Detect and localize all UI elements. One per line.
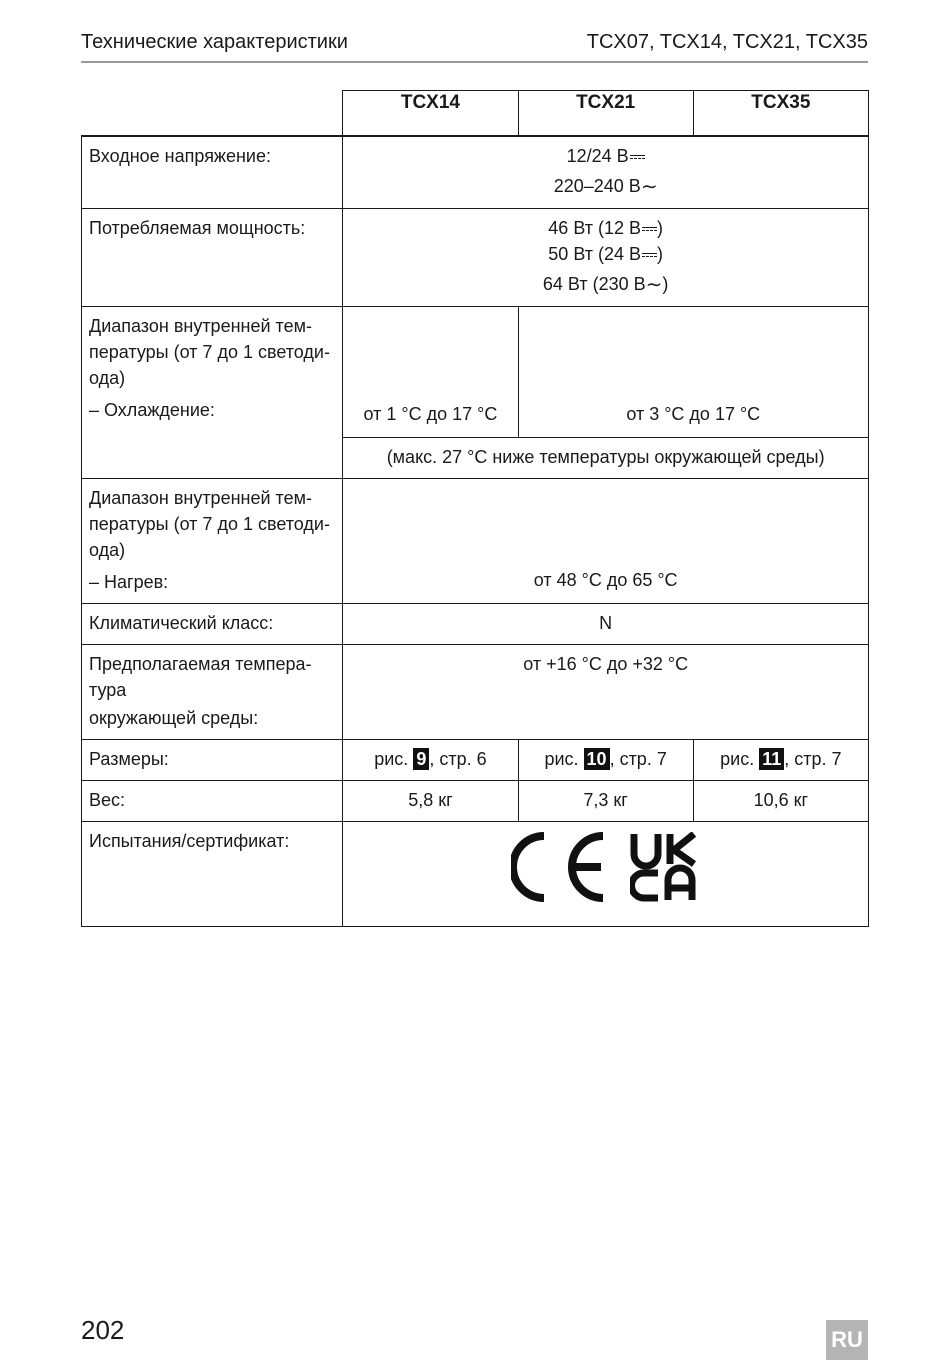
heating-sub-label: – Нагрев: xyxy=(89,572,169,592)
table-row-dimensions xyxy=(82,740,869,781)
figure-number-badge: 10 xyxy=(584,748,610,770)
row-label-certification: Испытания/сертификат: xyxy=(82,822,343,927)
header-models-title: TCX07, TCX14, TCX21, TCX35 xyxy=(586,31,868,53)
figure-page: , стр. 7 xyxy=(784,749,842,769)
power-ac230: 64 Вт (230 В xyxy=(542,274,646,294)
weight-tcx21: 7,3 кг xyxy=(518,781,693,822)
ukca-mark-icon xyxy=(630,832,700,902)
heating-range-label: Диапазон внутренней тем-пературы (от 7 до 1 светоди-ода) xyxy=(89,488,330,560)
figure-prefix: рис. xyxy=(720,749,755,769)
cooling-tcx14: от 1 °C до 17 °C xyxy=(343,307,518,438)
row-label-power: Потребляемая мощность: xyxy=(82,209,343,307)
ambient-label-line2: окружающей среды: xyxy=(89,708,259,728)
input-voltage-dc: 12/24 В xyxy=(566,146,629,166)
table-row-power xyxy=(82,209,869,307)
table-corner-cell xyxy=(82,91,343,137)
certification-logos xyxy=(343,832,868,902)
header-divider xyxy=(81,61,868,63)
specifications-table xyxy=(81,90,869,927)
heating-value: от 48 °C до 65 °C xyxy=(343,479,869,604)
table-row-input-voltage xyxy=(82,136,869,209)
dimensions-tcx35 xyxy=(693,740,868,781)
figure-number-badge: 9 xyxy=(413,748,429,770)
table-row-climate-class xyxy=(82,604,869,645)
ce-mark-icon xyxy=(511,832,611,902)
table-row-certification xyxy=(82,822,869,927)
row-label-heating xyxy=(82,479,343,604)
dc-symbol-icon xyxy=(630,153,645,161)
row-label-ambient xyxy=(82,645,343,740)
figure-page: , стр. 6 xyxy=(429,749,487,769)
ac-symbol-icon: ∼ xyxy=(640,176,658,198)
header-section-title: Технические характеристики xyxy=(81,31,348,53)
figure-page: , стр. 7 xyxy=(609,749,667,769)
cooling-tcx21-tcx35: от 3 °C до 17 °C xyxy=(518,307,868,438)
page-number: 202 xyxy=(81,1315,125,1345)
table-header-row xyxy=(82,91,869,137)
figure-number-badge: 11 xyxy=(759,748,784,770)
row-label-weight: Вес: xyxy=(82,781,343,822)
weight-tcx14: 5,8 кг xyxy=(343,781,518,822)
ambient-value: от +16 °C до +32 °C xyxy=(343,645,869,740)
power-dc12: 46 Вт (12 В xyxy=(548,218,641,238)
power-dc24: 50 Вт (24 В xyxy=(548,244,641,264)
table-row-weight xyxy=(82,781,869,822)
dc-symbol-icon xyxy=(642,251,657,259)
cooling-range-label: Диапазон внутренней тем-пературы (от 7 до 1 светоди-ода) xyxy=(89,316,330,388)
ambient-label-line1: Предполагаемая темпера-тура xyxy=(89,654,312,700)
language-badge: RU xyxy=(826,1320,868,1360)
input-voltage-value xyxy=(343,136,869,209)
climate-class-value: N xyxy=(343,604,869,645)
row-label-cooling xyxy=(82,307,343,479)
ac-symbol-icon: ∼ xyxy=(645,274,663,296)
power-ac230-close: ) xyxy=(662,274,669,294)
power-dc12-close: ) xyxy=(657,218,663,238)
row-label-dimensions: Размеры: xyxy=(82,740,343,781)
column-header-tcx14: TCX14 xyxy=(343,91,518,137)
table-row-cooling xyxy=(82,307,869,438)
table-row-ambient xyxy=(82,645,869,740)
column-header-tcx35: TCX35 xyxy=(693,91,868,137)
figure-prefix: рис. xyxy=(374,749,409,769)
dimensions-tcx14 xyxy=(343,740,518,781)
dc-symbol-icon xyxy=(642,225,657,233)
dimensions-tcx21 xyxy=(518,740,693,781)
row-label-input-voltage: Входное напряжение: xyxy=(82,136,343,209)
power-dc24-close: ) xyxy=(657,244,663,264)
column-header-tcx21: TCX21 xyxy=(518,91,693,137)
cooling-note: (макс. 27 °C ниже температуры окружающей среды) xyxy=(343,438,869,479)
certification-value xyxy=(343,822,869,927)
weight-tcx35: 10,6 кг xyxy=(693,781,868,822)
input-voltage-ac: 220–240 В xyxy=(553,176,641,196)
figure-prefix: рис. xyxy=(544,749,579,769)
cooling-sub-label: – Охлаждение: xyxy=(89,400,215,420)
row-label-climate-class: Климатический класс: xyxy=(82,604,343,645)
table-row-heating xyxy=(82,479,869,604)
power-value xyxy=(343,209,869,307)
